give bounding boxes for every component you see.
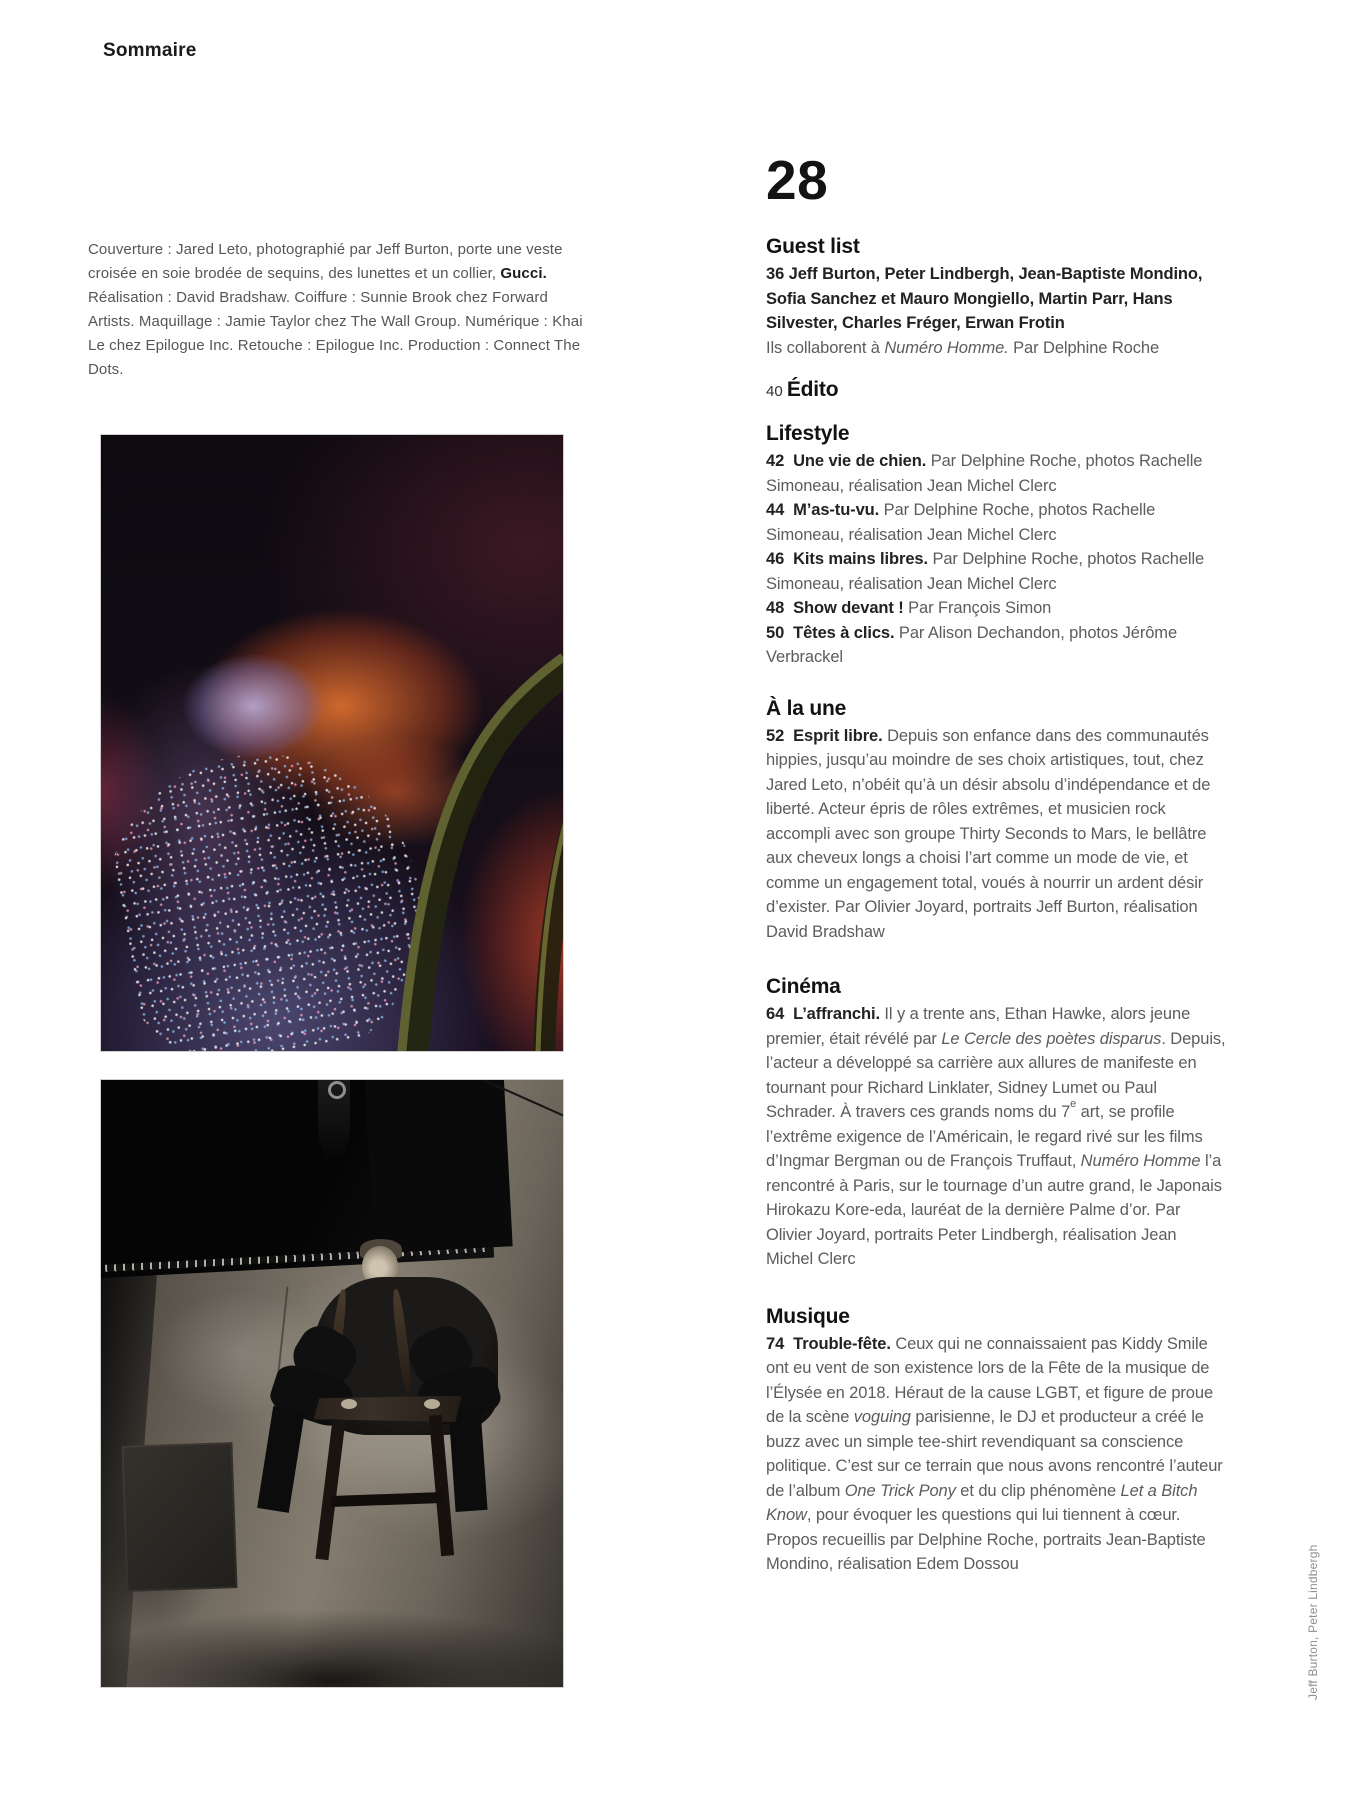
text-run: et du clip phénomène xyxy=(955,1481,1121,1500)
section-heading-label: Lifestyle xyxy=(766,422,850,445)
toc-entry xyxy=(766,1332,1226,1577)
photo-jared-leto xyxy=(100,434,564,1052)
text-run: 50 Têtes à clics. xyxy=(766,623,895,642)
text-run: parisienne, le DJ et producteur a créé le buzz avec un simple tee-shirt revendiquant sa conscience politique. C’est sur ce terrain que nous avons rencontré l’auteur de l’album xyxy=(766,1408,1228,1500)
text-run: Par Delphine Roche, photos Rachelle Simoneau, réalisation Jean Michel Clerc xyxy=(766,452,1207,495)
text-run: Numéro Homme. xyxy=(884,338,1009,357)
text-run: 74 Trouble-fête. xyxy=(766,1334,891,1353)
text-run: voguing xyxy=(853,1408,911,1426)
toc-entry xyxy=(766,724,1226,945)
text-run: e xyxy=(1070,1097,1077,1110)
text-run: Numéro Homme xyxy=(1080,1152,1201,1170)
text-run: Par Delphine Roche, photos Rachelle Simoneau, réalisation Jean Michel Clerc xyxy=(766,550,1209,593)
rig-mount xyxy=(318,1079,350,1159)
car-door-frame xyxy=(101,435,564,1052)
table-leg-right xyxy=(429,1415,455,1557)
text-run: 64 L’affranchi. xyxy=(766,1005,880,1023)
text-run: 36 Jeff Burton, Peter Lindbergh, Jean-Baptiste Mondino, Sofia Sanchez et Mauro Mongiello, Martin Parr, Hans Silvester, Charles Fréger, Erwan Frotin xyxy=(766,265,1207,332)
text-run: Ceux qui ne connaissaient pas Kiddy Smile ont eu vent de son existence lors de la Fête de la musique de l’Élysée en 2018. Héraut de la cause LGBT, et figure de proue de la scène xyxy=(766,1334,1218,1426)
toc-column xyxy=(766,149,1231,1577)
section-heading-label: À la une xyxy=(766,696,847,720)
text-run: Gucci. xyxy=(500,265,547,282)
text-run: Depuis son enfance dans des communautés hippies, jusqu’au moindre de ses choix artistiques, tout, chez Jared Leto, n’obéit qu’à un désir absolu d’indépendance et de liberté. Acteur épris de rôles extrêmes, et musicien rock accompli avec son groupe Thirty Seconds to Mars, le bellâtre aux cheveux longs a choisi l’art comme un mode de vie, et comme un engagement total, voués à nourrir un ardent désir d’exister. Par Olivier Joyard, portraits Jeff Burton, réalisation David Bradshaw xyxy=(766,726,1215,941)
toc-entry xyxy=(766,1002,1231,1272)
toc-sections xyxy=(766,234,1231,1577)
photo-credit-vertical: Jeff Burton, Peter Lindbergh xyxy=(1306,1544,1320,1700)
section-heading-musique xyxy=(766,1304,1226,1329)
text-run: . Depuis, l’acteur a développé sa carrière aux allures de manifeste en tournant pour Richard Linklater, Sidney Lumet ou Paul Schrader. À travers ces grands noms du 7 xyxy=(766,1029,1231,1121)
text-run: Ils collaborent à xyxy=(766,338,885,357)
text-run: l’a rencontré à Paris, sur le tournage d’un autre grand, le Japonais Hirokazu Kore-eda, lauréat de la dernière Palme d’or. Par Olivier Joyard, portraits Peter Lindbergh, réalisation Jean Michel Clerc xyxy=(766,1152,1227,1268)
text-run: 46 Kits mains libres. xyxy=(766,550,928,568)
text-run: Couverture : Jared Leto, photographié par Jeff Burton, porte une veste croisée en soie brodée de sequins, des lunettes et un collier, xyxy=(88,241,567,282)
text-run: Le Cercle des poètes disparus xyxy=(941,1029,1162,1048)
text-run: 52 Esprit libre. xyxy=(766,726,883,745)
table-leg-left xyxy=(315,1418,345,1559)
text-run: art, se profile l’extrême exigence de l’Américain, le regard rivé sur les films d’Ingmar Bergman ou de François Truffaut, xyxy=(766,1103,1208,1170)
wooden-table xyxy=(314,1396,462,1560)
toc-entry xyxy=(766,621,1226,670)
section-heading-a-la-une xyxy=(766,696,1226,721)
text-run: 42 Une vie de chien. xyxy=(766,452,927,470)
toc-entry xyxy=(766,547,1226,596)
section-heading-label: Édito xyxy=(786,378,839,401)
photo-ethan-hawke xyxy=(100,1079,564,1688)
text-run: , pour évoquer les questions qui lui tiennent à cœur. Propos recueillis par Delphine Roche, portraits Jean-Baptiste Mondino, réalisation Edem Dossou xyxy=(766,1506,1211,1573)
section-heading-label: Guest list xyxy=(766,235,860,258)
text-run: Par Delphine Roche, photos Rachelle Simoneau, réalisation Jean Michel Clerc xyxy=(766,501,1160,544)
text-run: Réalisation : David Bradshaw. Coiffure : Sunnie Brook chez Forward Artists. Maquillage : Jamie Taylor chez The Wall Group. Numérique : Khai Le chez Epilogue Inc. Retouche : Epilogue Inc. Production : Connect The Dots. xyxy=(88,265,587,378)
text-run: One Trick Pony xyxy=(844,1481,956,1500)
section-heading-label: Musique xyxy=(766,1304,850,1328)
toc-page-number: 28 xyxy=(766,149,829,211)
section-heading-edito xyxy=(766,377,1226,404)
section-page-number: 40 xyxy=(766,383,787,400)
toc-entry xyxy=(766,596,1226,621)
text-run: Par Alison Dechandon, photos Jérôme Verbrackel xyxy=(766,623,1182,666)
toc-entry xyxy=(766,336,1226,361)
toc-entry xyxy=(766,262,1226,336)
text-run: 48 Show devant ! xyxy=(766,599,904,617)
text-run: Let a Bitch Know xyxy=(766,1481,1202,1524)
table-crossbar xyxy=(331,1492,444,1507)
page-title: Sommaire xyxy=(103,40,197,61)
text-run: Par François Simon xyxy=(903,599,1052,617)
figure-shin-left xyxy=(257,1406,305,1513)
text-run: Il y a trente ans, Ethan Hawke, alors jeune premier, était révélé par xyxy=(766,1005,1195,1048)
section-heading-lifestyle xyxy=(766,421,1226,446)
section-heading-label: Cinéma xyxy=(766,975,841,998)
section-heading-cinema xyxy=(766,974,1226,999)
toc-entry xyxy=(766,449,1226,498)
toc-entry xyxy=(766,498,1226,547)
leaning-board xyxy=(122,1442,238,1591)
section-heading-guest-list xyxy=(766,234,1226,259)
light-rig-panel xyxy=(364,1079,512,1253)
text-run: Par Delphine Roche xyxy=(1008,338,1160,357)
cover-credit xyxy=(88,238,588,382)
text-run: 44 M’as-tu-vu. xyxy=(766,501,880,519)
